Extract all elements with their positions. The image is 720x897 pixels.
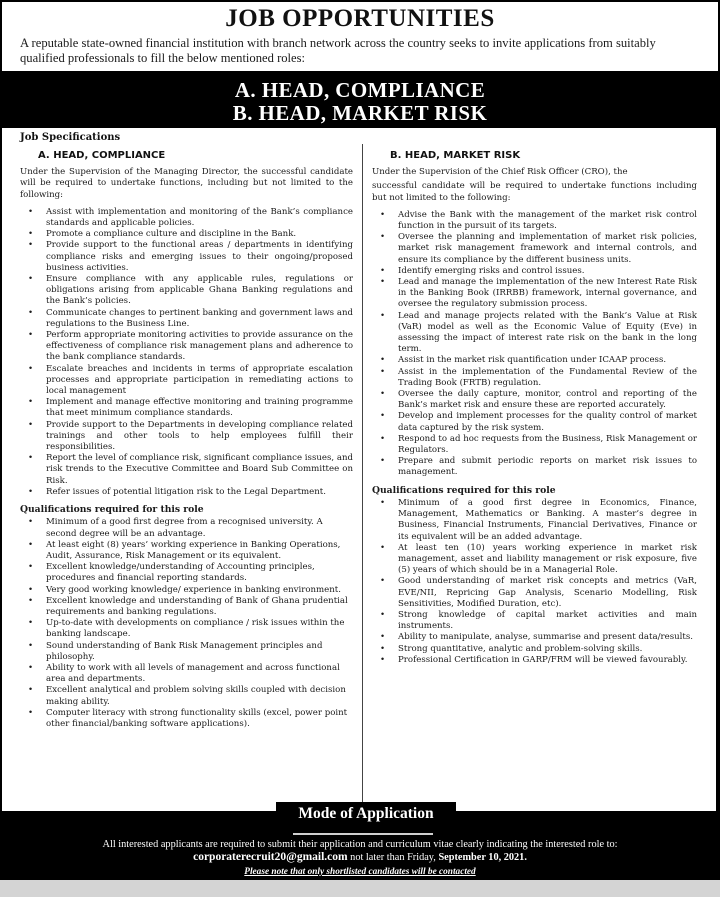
list-item-text: Promote a compliance culture and discipline in the Bank. [46, 229, 297, 240]
compliance-duties-list [20, 207, 353, 498]
bullet-icon: • [28, 206, 34, 217]
list-item-text: Report the level of compliance risk, significant compliance issues, and risk trends to the Executive Committee and Board Sub Committee on Risk. [46, 453, 354, 486]
header-intro: A reputable state-owned financial institution with branch network across the country seeks to invite applications from suitably qualified professionals to fill the below mentioned roles: [20, 36, 656, 65]
shortlist-note: Please note that only shortlisted candidates will be contacted [244, 867, 476, 877]
list-item [372, 434, 697, 456]
market-risk-intro-line1: Under the Supervision of the Chief Risk Officer (CRO), the [372, 167, 628, 178]
list-item [20, 641, 353, 663]
list-item-text: Provide support to the functional areas / departments in identifying compliance risks and emerging issues to their ongoing/proposed business activities. [46, 240, 353, 273]
bullet-icon: • [380, 456, 386, 467]
bullet-icon: • [28, 397, 34, 408]
list-item-text: Advise the Bank with the management of the market risk control function in the pursuit of its targets. [398, 209, 697, 232]
list-item [20, 364, 353, 398]
market-risk-duties-list [372, 210, 697, 479]
list-item [20, 240, 353, 274]
list-item-text: Respond to ad hoc requests from the Business, Risk Management or Regulators. [398, 433, 697, 456]
list-item [372, 655, 697, 666]
application-contact-line [0, 851, 720, 863]
bullet-icon: • [380, 209, 386, 220]
list-item [372, 632, 697, 643]
list-item [372, 355, 697, 366]
list-item [20, 274, 353, 308]
bullet-icon: • [380, 265, 386, 276]
bullet-icon: • [380, 576, 386, 587]
list-item-text: Strong knowledge of capital market activities and main instruments. [398, 609, 697, 632]
page-title: JOB OPPORTUNITIES [225, 5, 495, 32]
bullet-icon: • [28, 419, 34, 430]
list-item-text: Strong quantitative, analytic and problem-solving skills. [398, 643, 643, 654]
list-item-text: Lead and manage the implementation of the new Interest Rate Risk in the Banking Book (IRRBB) framework, internal governance, and oversee the regulatory submission process. [398, 277, 697, 310]
list-item [372, 456, 697, 478]
bullet-icon: • [380, 542, 386, 553]
list-item-text: Good understanding of market risk concepts and metrics (VaR, EVE/NII, Repricing Gap Analysis, Scenario Modelling, Risk Sensitivities, Modified Duration, etc). [398, 576, 697, 609]
bullet-icon: • [380, 232, 386, 243]
bullet-icon: • [380, 355, 386, 366]
bullet-icon: • [380, 277, 386, 288]
list-item-text: Assist in the implementation of the Fundamental Review of the Trading Book (FRTB) regulation. [398, 366, 697, 388]
list-item-text: Provide support to the Departments in developing compliance related trainings and other tools to help employees fulfill their responsibilities. [46, 419, 353, 453]
bullet-icon: • [28, 584, 34, 595]
list-item [20, 453, 353, 487]
list-item [20, 487, 353, 498]
bullet-icon: • [28, 618, 34, 629]
market-risk-heading: B. HEAD, MARKET RISK [390, 150, 521, 161]
list-item-text: Minimum of a good first degree in Economics, Finance, Management, Mathematics or Banking. A master’s degree in Business, Financial Instruments, Financial Derivatives, Finance or its equivalent will be an added advantage. [398, 497, 697, 542]
list-item [372, 498, 697, 543]
list-item [372, 311, 697, 356]
list-item-text: Computer literacy with strong functionality skills (excel, power point other financial/banking software applications). [46, 707, 348, 729]
list-item-text: Perform appropriate monitoring activities to provide assurance on the effectiveness of compliance risk management plans and adherence to the bank compliance standards. [46, 330, 353, 363]
list-item [372, 266, 697, 277]
compliance-qualifications-title: Qualifications required for this role [20, 504, 204, 516]
application-instructions: All interested applicants are required to submit their application and curriculum vitae clearly indicating the interested role to: [102, 839, 618, 850]
list-item-text: Identify emerging risks and control issues. [398, 265, 585, 276]
list-item-text: Professional Certification in GARP/FRM will be viewed favourably. [398, 654, 688, 665]
bullet-icon: • [28, 330, 34, 341]
list-item-text: Implement and manage effective monitoring and training programme that meet minimum compliance standards. [46, 397, 353, 419]
list-item [20, 596, 353, 618]
list-item-text: Minimum of a good first degree from a recognised university. A second degree will be an advantage. [46, 517, 323, 539]
market-risk-qualifications-list [372, 498, 697, 666]
bullet-icon: • [28, 363, 34, 374]
list-item [372, 232, 697, 266]
list-item-text: Oversee the daily capture, monitor, control and reporting of the Bank’s market risk and ensure these are reported accurately. [398, 389, 697, 411]
bullet-icon: • [380, 411, 386, 422]
list-item [372, 644, 697, 655]
list-item [372, 277, 697, 311]
list-item-text: Prepare and submit periodic reports on market risk issues to management. [398, 456, 697, 478]
list-item-text: Lead and manage projects related with the Bank’s Value at Risk (VaR) model as well as the Economic Value of Equity (Eve) in assessing the impact of interest rate risk on the bank in the long term. [398, 310, 697, 355]
list-item [20, 562, 353, 584]
market-risk-intro-line2: successful candidate will be required to undertake functions including but not limited to the following: [372, 181, 697, 203]
list-item-text: Assist in the market risk quantification under ICAAP process. [398, 355, 667, 366]
job-specifications-section [2, 128, 716, 811]
list-item-text: Refer issues of potential litigation risk to the Legal Department. [46, 486, 326, 497]
compliance-heading: A. HEAD, COMPLIANCE [38, 150, 166, 161]
bullet-icon: • [380, 632, 386, 643]
bullet-icon: • [380, 389, 386, 400]
list-item-text: Communicate changes to pertinent banking and government laws and regulations to the Business Line. [46, 307, 353, 329]
job-specifications-label: Job Specifications [20, 132, 121, 143]
deadline-date: September 10, 2021. [438, 852, 527, 863]
bullet-icon: • [28, 274, 34, 285]
bullet-icon: • [28, 486, 34, 497]
list-item-text: Develop and implement processes for the quality control of market data captured by the risk system. [398, 411, 697, 433]
list-item [20, 207, 353, 229]
list-item-text: At least eight (8) years’ working experience in Banking Operations, Audit, Assurance, Risk Management or its equivalent. [46, 539, 341, 561]
bullet-icon: • [380, 609, 386, 620]
list-item-text: Oversee the planning and implementation of market risk policies, market risk management framework and internal controls, and ensure its compliance by the different business units. [398, 232, 697, 265]
bullet-icon: • [28, 562, 34, 573]
mode-of-application-title: Mode of Application [298, 805, 434, 822]
list-item [20, 540, 353, 562]
list-item-text: Escalate breaches and incidents in terms of appropriate escalation processes and appropriate participation in remediating actions to local management [46, 363, 353, 397]
mode-of-application-section [0, 805, 720, 880]
list-item [20, 685, 353, 707]
list-item-text: Excellent knowledge and understanding of Bank of Ghana prudential requirements and banking regulations. [46, 595, 348, 617]
list-item [372, 543, 697, 577]
header-section [2, 2, 718, 71]
list-item [20, 618, 353, 640]
list-item [20, 229, 353, 240]
list-item [372, 367, 697, 389]
role-b-title: B. HEAD, MARKET RISK [232, 101, 488, 125]
list-item [372, 610, 697, 632]
compliance-column [20, 148, 353, 730]
bullet-icon: • [28, 307, 34, 318]
bullet-icon: • [28, 662, 34, 673]
list-item [20, 517, 353, 539]
list-item-text: Very good working knowledge/ experience in banking environment. [46, 584, 341, 595]
roles-banner [0, 75, 720, 127]
deadline-prefix: not later than Friday, [347, 852, 439, 863]
bullet-icon: • [28, 517, 34, 528]
list-item-text: Assist with implementation and monitoring of the Bank’s compliance standards and applicable policies. [46, 206, 353, 229]
compliance-intro: Under the Supervision of the Managing Director, the successful candidate will be required to undertake functions, including but not limited to the following: [20, 167, 353, 200]
bullet-icon: • [28, 595, 34, 606]
bullet-icon: • [380, 654, 386, 665]
list-item [372, 210, 697, 232]
list-item-text: Ensure compliance with any applicable rules, regulations or obligations arising from applicable Ghana Banking regulations and the Bank’s policies. [46, 274, 353, 307]
list-item [20, 663, 353, 685]
list-item [20, 708, 353, 730]
bullet-icon: • [380, 643, 386, 654]
market-risk-qualifications-title: Qualifications required for this role [372, 484, 556, 496]
list-item [20, 330, 353, 364]
bullet-icon: • [28, 453, 34, 464]
column-divider [362, 144, 363, 804]
list-item [20, 585, 353, 596]
list-item [20, 397, 353, 419]
list-item [20, 308, 353, 330]
list-item-text: Sound understanding of Bank Risk Management principles and philosophy. [46, 640, 323, 662]
bullet-icon: • [380, 497, 386, 508]
list-item-text: Excellent analytical and problem solving skills coupled with decision making ability. [46, 685, 346, 707]
list-item-text: Ability to manipulate, analyse, summarise and present data/results. [398, 632, 693, 643]
bullet-icon: • [380, 433, 386, 444]
bullet-icon: • [28, 229, 34, 240]
list-item-text: Up-to-date with developments on compliance / risk issues within the banking landscape. [46, 618, 345, 640]
list-item-text: Ability to work with all levels of management and across functional area and departments. [46, 662, 340, 685]
bullet-icon: • [28, 685, 34, 696]
bullet-icon: • [28, 707, 34, 718]
bullet-icon: • [28, 539, 34, 550]
bullet-icon: • [380, 310, 386, 321]
list-item [20, 420, 353, 454]
bullet-icon: • [28, 240, 34, 251]
bullet-icon: • [28, 640, 34, 651]
title-underline [293, 833, 433, 835]
list-item [372, 411, 697, 433]
market-risk-column [372, 148, 697, 666]
list-item [372, 389, 697, 411]
role-a-title: A. HEAD, COMPLIANCE [234, 78, 486, 102]
list-item [372, 576, 697, 610]
application-email-link[interactable]: corporaterecruit20@gmail.com [193, 851, 348, 863]
bullet-icon: • [380, 366, 386, 377]
list-item-text: At least ten (10) years working experience in market risk management, asset and liability management or risk exposure, five (5) years of which should be in a Managerial Role. [398, 542, 697, 576]
list-item-text: Excellent knowledge/understanding of Accounting principles, procedures and financial reporting standards. [46, 562, 315, 584]
compliance-qualifications-list [20, 517, 353, 730]
